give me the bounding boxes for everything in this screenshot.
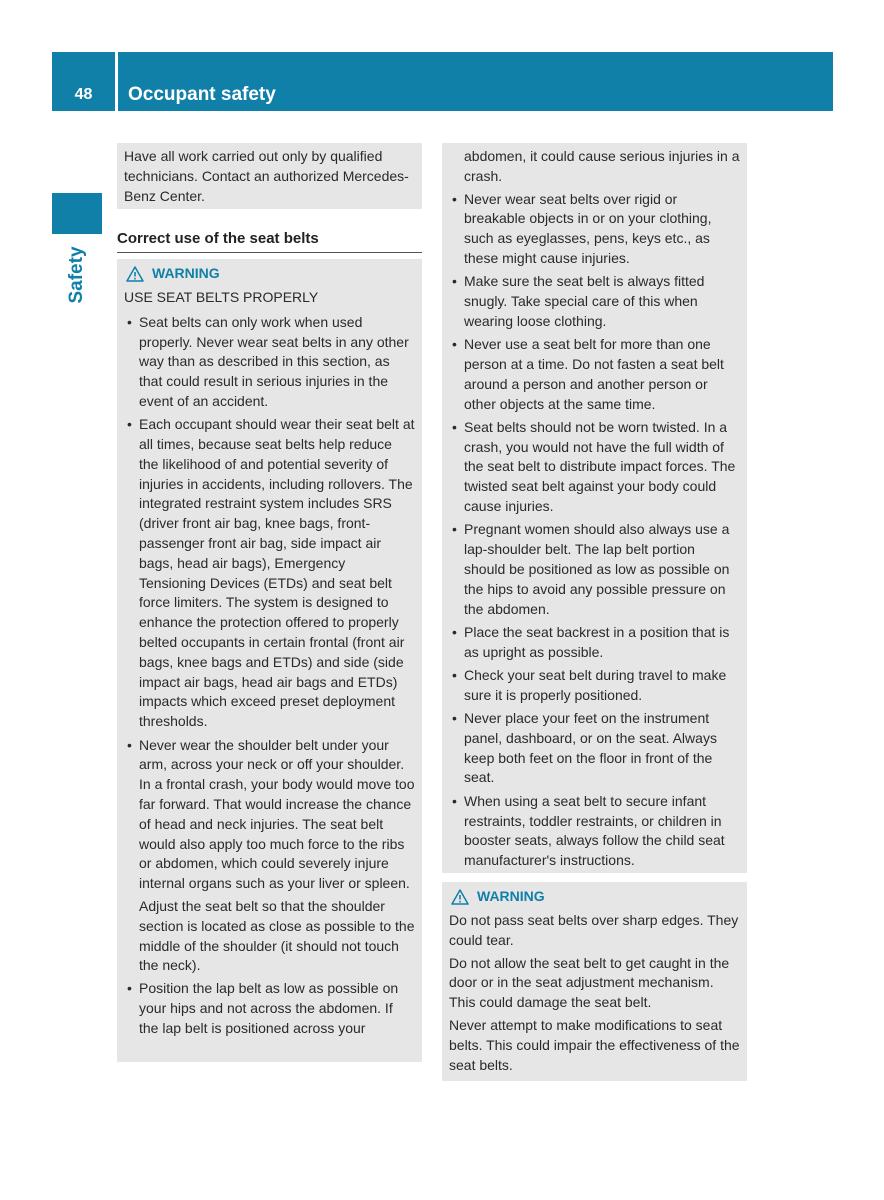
warning-box-sharp-edges <box>442 882 747 1081</box>
list-item: • Check your seat belt during travel to make sure it is properly positioned. <box>449 666 740 706</box>
list-item: • Pregnant women should also always use a lap-shoulder belt. The lap belt portion should be positioned as low as possible on the hips to avoid any possible pressure on the abdomen. <box>449 520 740 619</box>
list-item: • Make sure the seat belt is always fitted snugly. Take special care of this when wearing loose clothing. <box>449 272 740 331</box>
warning-bullet-list <box>124 313 415 894</box>
header-divider <box>115 52 118 111</box>
warning-triangle-icon <box>126 266 144 282</box>
warning-header <box>126 263 415 285</box>
warning-title: WARNING <box>152 265 220 282</box>
note-text: Have all work carried out only by qualified technicians. Contact an authorized Mercedes-Benz Center. <box>124 148 409 204</box>
warning-paragraph: Never attempt to make modifications to seat belts. This could impair the effectiveness of the seat belts. <box>449 1016 740 1073</box>
warning-paragraph: Do not allow the seat belt to get caught in the door or in the seat adjustment mechanism. This could damage the seat belt. <box>449 954 730 1011</box>
adjust-belt-paragraph: Adjust the seat belt so that the shoulder section is located as close as possible to the middle of the shoulder (it should not touch the neck). <box>139 897 415 974</box>
list-item: • Position the lap belt as low as possible on your hips and not across the abdomen. If the lap belt is positioned across your <box>124 979 415 1038</box>
section-heading: Correct use of the seat belts <box>117 230 319 247</box>
list-item: • Never wear seat belts over rigid or breakable objects in or on your clothing, such as eyeglasses, pens, keys etc., as these might cause injuries. <box>449 190 740 269</box>
list-item: • Never place your feet on the instrument panel, dashboard, or on the seat. Always keep both feet on the floor in front of the seat. <box>449 709 740 788</box>
side-tab-marker <box>52 193 102 234</box>
side-tab-label: Safety <box>66 246 87 304</box>
chapter-title: Occupant safety <box>128 84 276 105</box>
warning-subtitle: USE SEAT BELTS PROPERLY <box>124 289 319 305</box>
warning-box-seat-belts <box>117 259 422 1062</box>
note-box <box>117 143 422 209</box>
warning-bullet-list-continued <box>124 979 415 1038</box>
warning-title: WARNING <box>477 888 545 905</box>
list-item: • When using a seat belt to secure infant restraints, toddler restraints, or children in booster seats, always follow the child seat manufacturer's instructions. <box>449 792 740 871</box>
list-item: • Never wear the shoulder belt under your arm, across your neck or off your shoulder. In a frontal crash, your body would move too far forward. That would increase the chance of head and neck injuries. The seat belt would also apply too much force to the ribs or abdomen, which could severely injure internal organs such as your liver or spleen. <box>124 736 415 894</box>
list-item: • Each occupant should wear their seat belt at all times, because seat belts help reduce the likelihood of and potential severity of injuries in accidents, including rollovers. The integrated restraint system includes SRS (driver front air bag, knee bags, front-passenger front air bag, side impact air bags, head air bags), Emergency Tensioning Devices (ETDs) and seat belt force limiters. The system is designed to enhance the protection offered to properly belted occupants in certain frontal (front air bags, knee bags and ETDs) and side (side impact air bags, head air bags and ETDs) impacts which exceed preset deployment thresholds. <box>124 415 415 732</box>
warning-paragraph: Do not pass seat belts over sharp edges. They could tear. <box>449 912 739 948</box>
list-item: • Never use a seat belt for more than one person at a time. Do not fasten a seat belt around a person and another person or other objects at the same time. <box>449 335 740 414</box>
seat-belt-guidelines-box <box>442 143 747 873</box>
list-item: • Seat belts should not be worn twisted. In a crash, you would not have the full width of the seat belt to distribute impact forces. The twisted seat belt against your body could cause injuries. <box>449 418 740 517</box>
page-number: 48 <box>74 86 93 103</box>
guidelines-bullet-list <box>449 190 740 871</box>
heading-rule <box>117 252 422 253</box>
list-item: • Place the seat backrest in a position that is as upright as possible. <box>449 623 740 663</box>
list-item: • Seat belts can only work when used properly. Never wear seat belts in any other way than as described in this section, as that could result in serious injuries in the event of an accident. <box>124 313 415 412</box>
continuation-text: abdomen, it could cause serious injuries in a crash. <box>464 148 740 184</box>
warning-triangle-icon <box>451 889 469 905</box>
warning-header <box>451 886 740 908</box>
